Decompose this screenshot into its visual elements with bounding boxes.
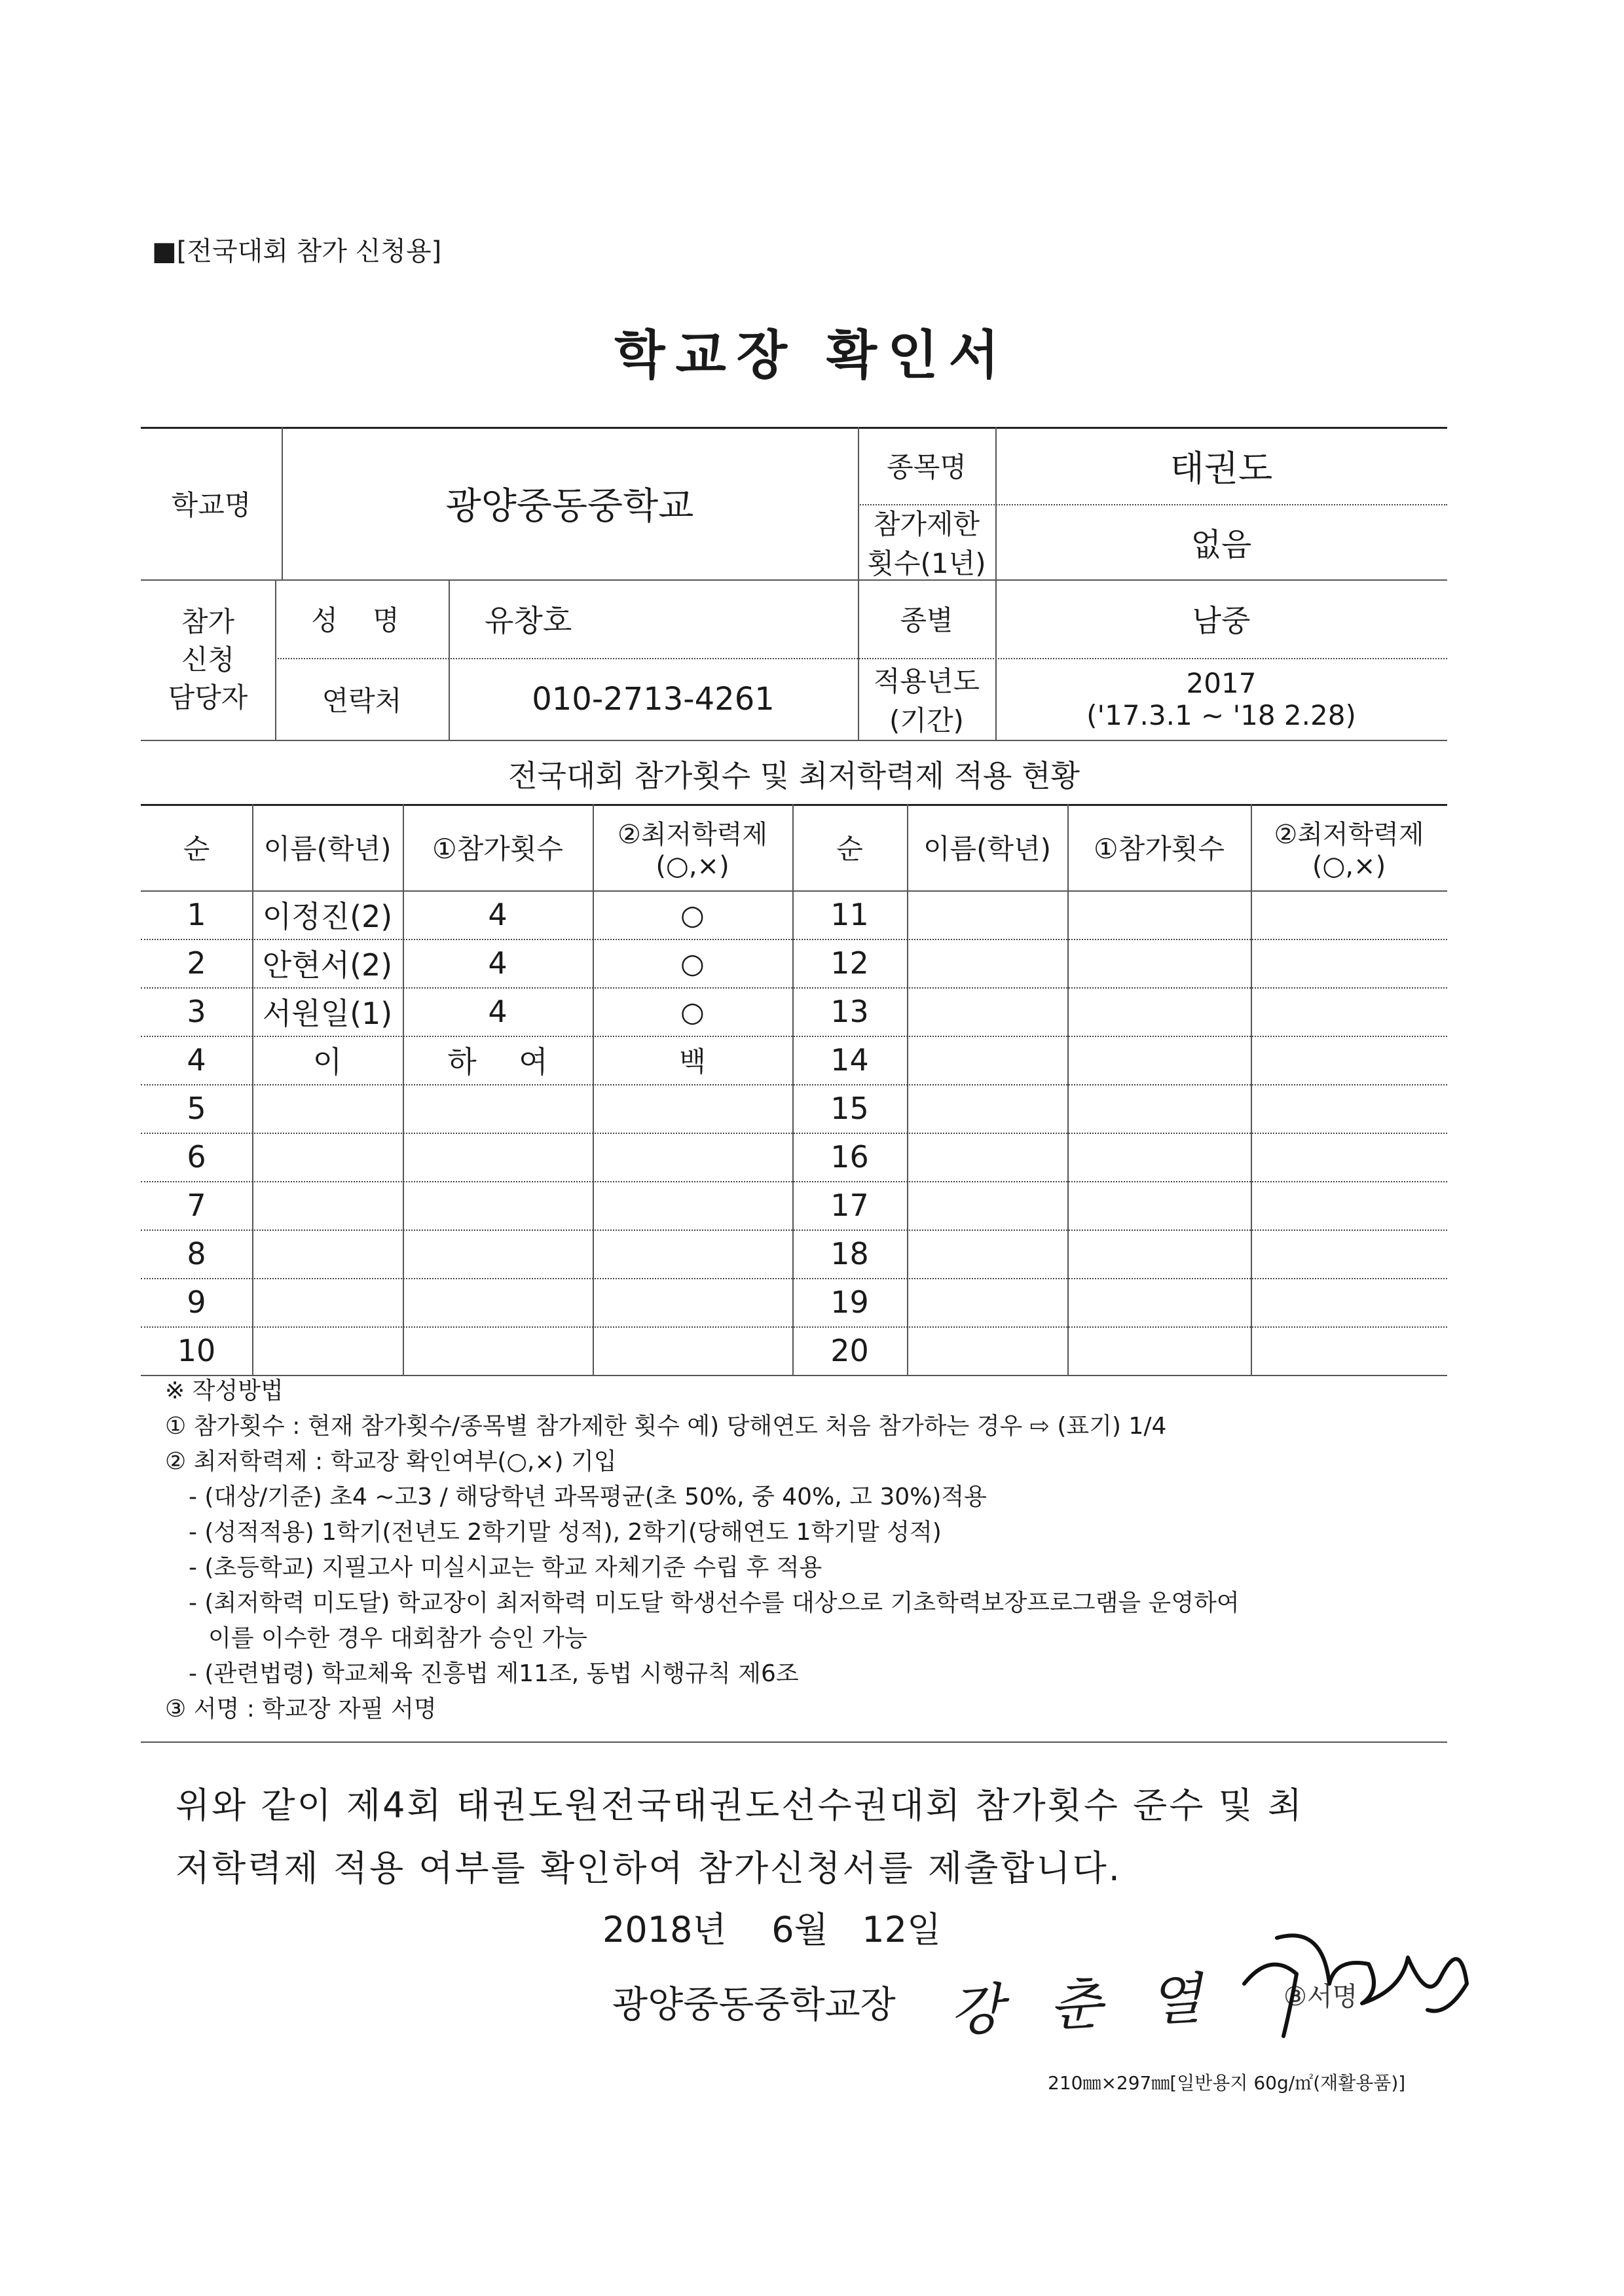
event-label: 종목명 <box>887 451 967 483</box>
contact-label: 연락처 <box>322 684 402 717</box>
cell-left-name: 이 <box>312 1044 342 1080</box>
cell-right-empty <box>907 939 1067 987</box>
notes-heading: ※ 작성방법 <box>165 1377 284 1404</box>
cell-right-empty <box>907 1133 1067 1181</box>
header-min-left <box>593 804 792 890</box>
header-min-left-line1: ②최저학력제 <box>617 819 768 850</box>
cell-right-empty <box>907 1036 1067 1084</box>
cell-right-no: 16 <box>830 1139 869 1175</box>
cell-right-empty <box>1251 1278 1447 1326</box>
cell-left-no: 6 <box>187 1139 206 1175</box>
applicable-year-label-line1: 적용년도 <box>873 665 980 697</box>
cell-left-name <box>252 1181 403 1230</box>
cell-left-count <box>403 1230 593 1278</box>
declaration-line-1: 위와 같이 제4회 태권도원전국태권도선수권대회 참가횟수 준수 및 최 <box>175 1785 1304 1826</box>
header-no-left: 순 <box>183 833 210 865</box>
cell-right-empty <box>907 890 1067 939</box>
cell-right-no: 18 <box>830 1236 869 1271</box>
applicable-year-label-line2: (기간) <box>889 704 964 737</box>
signature-mark-label: ③서명 <box>1283 1982 1358 2012</box>
cell-left-count: 4 <box>488 994 507 1029</box>
cell-right-no: 12 <box>830 945 869 981</box>
cell-right-empty <box>1067 1326 1251 1375</box>
cell-left-name: 안현서(2) <box>262 947 393 983</box>
cell-right-empty <box>907 1230 1067 1278</box>
cell-left-min <box>593 1084 792 1133</box>
cell-left-count: 하 여 <box>447 1044 548 1080</box>
cell-left-name <box>252 1278 403 1326</box>
applicable-year-value-line2: ('17.3.1 ~ '18 2.28) <box>1086 699 1356 731</box>
cell-right-empty <box>1067 890 1251 939</box>
cell-right-no: 17 <box>830 1188 869 1223</box>
cell-left-no: 8 <box>187 1236 206 1271</box>
principal-handwritten-name: 강 춘 열 <box>948 1965 1218 2044</box>
cell-left-min: 백 <box>679 1046 706 1078</box>
cell-right-empty <box>1067 1084 1251 1133</box>
writing-instructions <box>165 1374 1240 1727</box>
gender-label: 종별 <box>900 604 953 636</box>
form-type-tag: ■[전국대회 참가 신청용] <box>152 236 442 266</box>
event-value: 태권도 <box>1170 447 1273 489</box>
header-min-right-line1: ②최저학력제 <box>1274 819 1424 850</box>
cell-right-empty <box>1251 890 1447 939</box>
cell-right-empty <box>907 1084 1067 1133</box>
cell-left-name <box>252 1326 403 1375</box>
cell-right-empty <box>907 1181 1067 1230</box>
cell-left-min: ○ <box>680 947 705 979</box>
cell-left-no: 9 <box>187 1285 206 1320</box>
cell-right-empty <box>1251 1230 1447 1278</box>
cell-right-empty <box>1251 987 1447 1036</box>
header-min-right <box>1251 804 1447 890</box>
cell-left-name: 서원일(1) <box>262 996 393 1031</box>
header-min-right-line2: (○,×) <box>1312 850 1386 881</box>
cell-left-count: 4 <box>488 897 507 932</box>
applicant-name-label: 성 명 <box>311 604 413 636</box>
participation-limit-label-line2: 횟수(1년) <box>867 547 986 579</box>
participation-limit-label <box>858 504 995 579</box>
cell-left-no: 7 <box>187 1188 206 1223</box>
declaration-line-2: 저학력제 적용 여부를 확인하여 참가신청서를 제출합니다. <box>175 1848 1122 1889</box>
cell-left-min <box>593 1133 792 1181</box>
cell-right-empty <box>1067 1133 1251 1181</box>
cell-right-no: 14 <box>830 1042 869 1078</box>
cell-left-count: 4 <box>488 945 507 981</box>
cell-right-empty <box>1251 1326 1447 1375</box>
note-3: ③ 서명 : 학교장 자필 서명 <box>165 1696 437 1722</box>
cell-left-count <box>403 1278 593 1326</box>
cell-right-empty <box>1067 1230 1251 1278</box>
cell-left-name <box>252 1133 403 1181</box>
applicant-label <box>141 579 275 740</box>
cell-left-no: 2 <box>187 945 206 981</box>
cell-left-no: 4 <box>187 1042 206 1078</box>
cell-right-no: 20 <box>830 1333 869 1368</box>
note-2b: - (성적적용) 1학기(전년도 2학기말 성적), 2학기(당해연도 1학기말 성적) <box>189 1519 942 1546</box>
applicant-name-value: 유창호 <box>485 603 572 638</box>
participation-limit-label-line1: 참가제한 <box>873 507 980 540</box>
cell-left-no: 3 <box>187 994 206 1029</box>
cell-left-min: ○ <box>680 898 705 931</box>
cell-right-empty <box>1251 1133 1447 1181</box>
cell-right-empty <box>1251 1181 1447 1230</box>
participation-limit-value: 없음 <box>1190 526 1252 563</box>
cell-right-no: 13 <box>830 994 869 1029</box>
applicable-year-label <box>858 658 995 740</box>
cell-left-no: 1 <box>187 897 206 932</box>
header-name-left: 이름(학년) <box>263 833 392 865</box>
gender-value: 남중 <box>1192 603 1251 638</box>
cell-right-empty <box>907 1278 1067 1326</box>
cell-left-count <box>403 1084 593 1133</box>
principal-signature <box>1231 1912 1493 2043</box>
cell-left-no: 5 <box>187 1091 206 1126</box>
cell-left-name <box>252 1230 403 1278</box>
school-name-value: 광양중동중학교 <box>445 484 694 528</box>
note-1: ① 참가횟수 : 현재 참가횟수/종목별 참가제한 횟수 예) 당해연도 처음 참가하는 경우 ⇨ (표기) 1/4 <box>165 1413 1167 1440</box>
cell-right-empty <box>1251 1084 1447 1133</box>
header-count-left: ①참가횟수 <box>432 833 563 865</box>
applicant-label-line2: 신청 <box>181 643 235 676</box>
header-count-right: ①참가횟수 <box>1094 833 1225 865</box>
principal-title: 광양중동중학교장 <box>612 1984 896 2026</box>
cell-left-name: 이정진(2) <box>262 899 393 934</box>
cell-right-empty <box>907 987 1067 1036</box>
applicable-year-value-line1: 2017 <box>1186 666 1257 699</box>
school-name-label: 학교명 <box>171 488 251 521</box>
paper-size-note: 210㎜×297㎜[일반용지 60g/㎡(재활용품)] <box>1048 2072 1406 2094</box>
note-2d-line2: 이를 이수한 경우 대회참가 승인 가능 <box>208 1625 587 1652</box>
cell-left-no: 10 <box>177 1333 216 1368</box>
cell-left-min <box>593 1278 792 1326</box>
cell-right-no: 19 <box>830 1285 869 1320</box>
issue-date: 2018년 6월 12일 <box>602 1909 942 1950</box>
cell-right-empty <box>1067 1181 1251 1230</box>
applicant-label-line3: 담당자 <box>168 681 248 714</box>
header-no-right: 순 <box>836 833 863 865</box>
header-min-left-line2: (○,×) <box>655 850 729 881</box>
note-2c: - (초등학교) 지필고사 미실시교는 학교 자체기준 수립 후 적용 <box>189 1554 822 1581</box>
cell-right-no: 15 <box>830 1091 869 1126</box>
cell-left-min: ○ <box>680 995 705 1028</box>
note-2e: - (관련법령) 학교체육 진흥법 제11조, 동법 시행규칙 제6조 <box>189 1660 799 1687</box>
cell-right-empty <box>1067 987 1251 1036</box>
cell-right-empty <box>1067 939 1251 987</box>
cell-left-min <box>593 1326 792 1375</box>
header-name-right: 이름(학년) <box>923 833 1052 865</box>
applicable-year-value <box>995 658 1447 740</box>
cell-left-name <box>252 1084 403 1133</box>
cell-right-no: 11 <box>830 897 869 932</box>
cell-left-count <box>403 1326 593 1375</box>
cell-right-empty <box>907 1326 1067 1375</box>
declaration-text <box>175 1774 1439 1900</box>
note-2a: - (대상/기준) 초4 ~고3 / 해당학년 과목평균(초 50%, 중 40%, 고 30%)적용 <box>189 1484 987 1510</box>
cell-left-count <box>403 1133 593 1181</box>
note-2: ② 최저학력제 : 학교장 확인여부(○,×) 기입 <box>165 1448 617 1475</box>
cell-right-empty <box>1251 1036 1447 1084</box>
applicant-label-line1: 참가 <box>181 605 235 638</box>
cell-left-min <box>593 1230 792 1278</box>
contact-value: 010-2713-4261 <box>532 680 775 718</box>
section-title: 전국대회 참가횟수 및 최저학력제 적용 현황 <box>508 758 1080 793</box>
cell-right-empty <box>1067 1278 1251 1326</box>
note-2d-line1: - (최저학력 미도달) 학교장이 최저학력 미도달 학생선수를 대상으로 기초학력보장프로그램을 운영하여 <box>189 1590 1240 1616</box>
cell-right-empty <box>1251 939 1447 987</box>
page-title: 학교장 확인서 <box>614 325 1010 386</box>
cell-left-count <box>403 1181 593 1230</box>
cell-left-min <box>593 1181 792 1230</box>
cell-right-empty <box>1067 1036 1251 1084</box>
